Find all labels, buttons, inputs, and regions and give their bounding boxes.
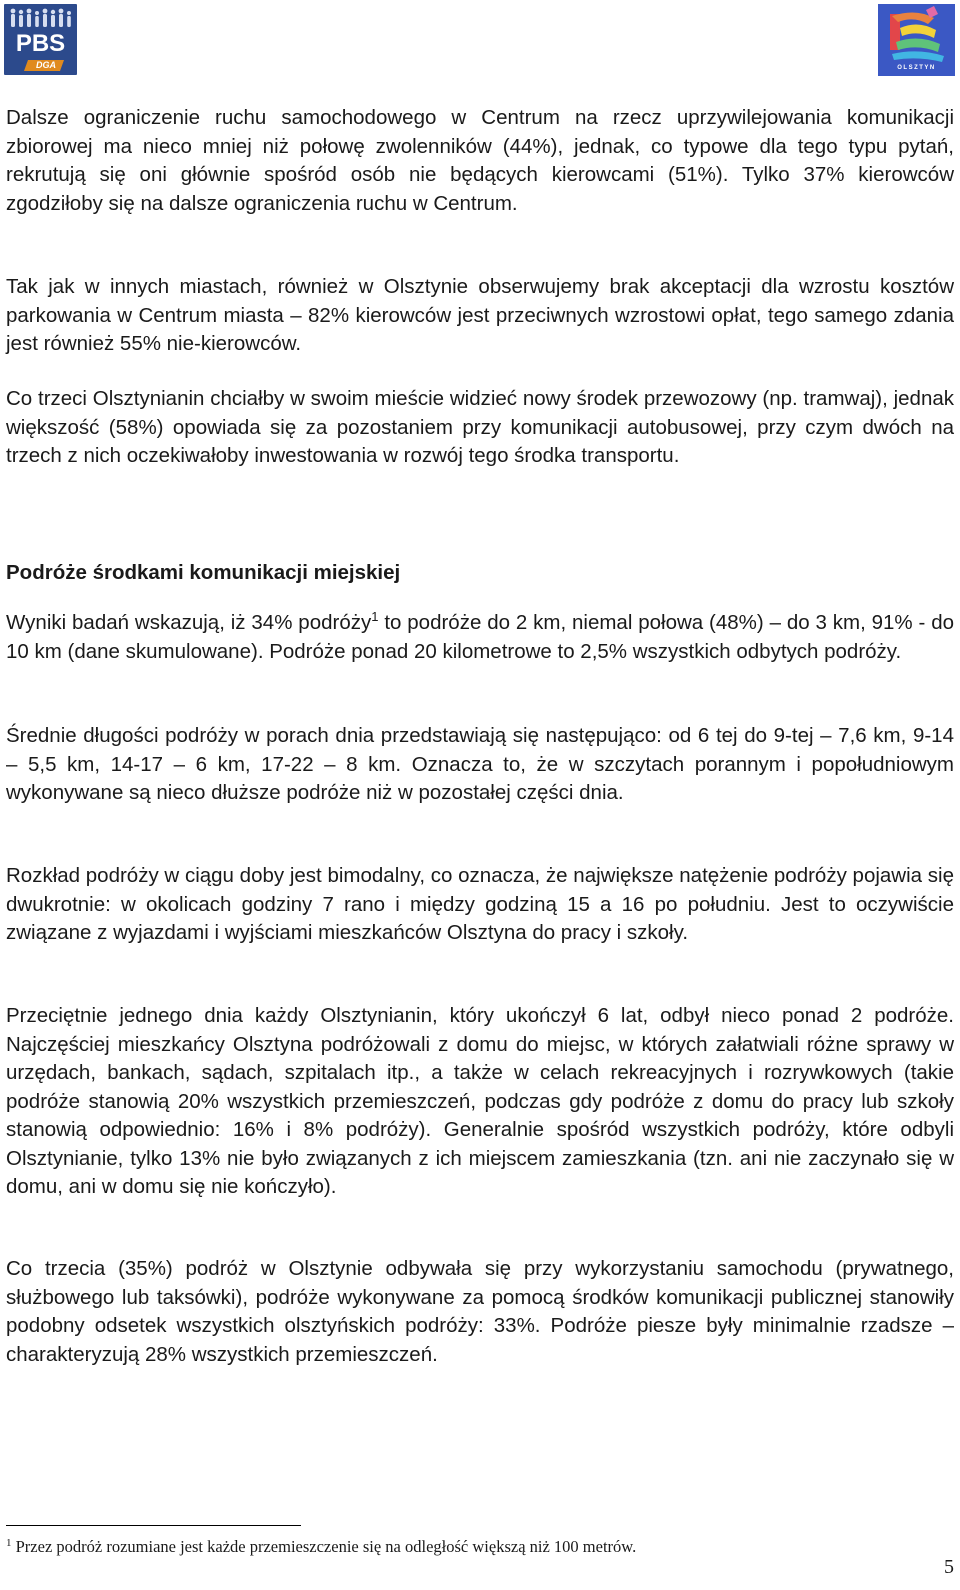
dga-logo-text: DGA — [36, 60, 56, 70]
paragraph-transport-modes: Co trzecia (35%) podróż w Olsztynie odbywała się przy wykorzystaniu samochodu (prywatnego, służbowego lub taksówki), podróże wykonywane za pomocą środków komunikacji publicznej stanowiły podobny odsetek wszystkich olsztyńskich podróży: 33%. Podróże piesze były minimalnie rzadsze – charakteryzują 28% wszystkich przemieszczeń. — [6, 1257, 954, 1366]
paragraph-trip-purposes: Przeciętnie jednego dnia każdy Olsztynianin, który ukończył 6 lat, odbył nieco ponad 2 podróże. Najczęściej mieszkańcy Olsztyna podróżowali z domu do miejsc, w których załatwiali różne sprawy w urzędach, bankach, sądach, szpitalach itp., a także w celach rekreacyjnych i rozrywkowych (takie podróże stanowią 20% wszystkich przemieszczeń, podczas gdy podróże z domu do pracy lub szkoły stanowią odpowiednio: 16% i 8% podróży). Generalnie spośród wszystkich podróży, które odbyli Olsztynianie, tylko 13% nie było związanych z ich miejscem zamieszkania (tzn. ani nie zaczynało się w domu, ani w domu się nie kończyło). — [6, 1004, 954, 1198]
paragraph-traffic-restriction: Dalsze ograniczenie ruchu samochodowego w Centrum na rzecz uprzywilejowania komunikacji zbiorowej ma nieco mniej niż połowę zwolenników (44%), jednak, co typowe dla tego typu pytań, rekrutują się oni głównie spośród osób nie będących kierowcami (51%). Tylko 37% kierowców zgodziłoby się na dalsze ograniczenia ruchu w Centrum. — [6, 106, 954, 215]
paragraph-average-lengths: Średnie długości podróży w porach dnia przedstawiają się następująco: od 6 tej do 9-tej – 7,6 km, 9-14 – 5,5 km, 14-17 – 6 km, 17-22 – 8 km. Oznacza to, że w szczytach porannym i popołudniowym wykonywane są nieco dłuższe podróże niż w pozostałej części dnia. — [6, 724, 954, 804]
pbs-logo-text: PBS — [15, 30, 66, 57]
trip-distances-text-start: Wyniki badań wskazują, iż 34% podróży — [6, 611, 372, 634]
footnote-marker: 1 — [6, 1537, 12, 1549]
people-silhouettes-icon — [8, 8, 74, 28]
paragraph-new-transport: Co trzeci Olsztynianin chciałby w swoim mieście widzieć nowy środek przewozowy (np. tramwaj), jednak większość (58%) opowiada się za pozostaniem przy komunikacji autobusowej, przy czym dwóch na trzech z nich oczekiwałoby inwestowania w rozwój tego środka transportu. — [6, 387, 954, 467]
trip-distances-text-end: to podróże do 2 km, niemal połowa (48%) – do 3 km, 91% - do 10 km (dane skumulowane). Podróże ponad 20 kilometrowe to 2,5% wszystkich odbytych podróży. — [6, 611, 954, 663]
olsztyn-logo-text: OLSZTYN — [897, 65, 936, 71]
paragraph-trip-distances — [6, 609, 954, 666]
footnote-divider — [6, 1525, 301, 1526]
footnote — [6, 1537, 636, 1557]
pbs-logo — [4, 4, 77, 75]
page-number: 5 — [944, 1556, 954, 1578]
paragraph-parking-costs: Tak jak w innych miastach, również w Olsztynie obserwujemy brak akceptacji dla wzrostu kosztów parkowania w Centrum miasta – 82% kierowców jest przeciwnych wzrostowi opłat, tego samego zdania jest również 55% nie-kierowców. — [6, 275, 954, 355]
footnote-text: Przez podróż rozumiane jest każde przemieszczenie się na odległość większą niż 100 metrów. — [11, 1537, 637, 1556]
section-heading: Podróże środkami komunikacji miejskiej — [6, 561, 401, 584]
paragraph-daily-distribution: Rozkład podróży w ciągu doby jest bimodalny, co oznacza, że największe natężenie podróży pojawia się dwukrotnie: w okolicach godziny 7 rano i między godziną 15 a 16 po południu. Jest to oczywiście związane z wyjazdami i wyjściami mieszkańców Olsztyna do pracy i szkoły. — [6, 864, 954, 944]
olsztyn-logo — [878, 4, 955, 76]
footnote-reference: 1 — [371, 609, 379, 624]
